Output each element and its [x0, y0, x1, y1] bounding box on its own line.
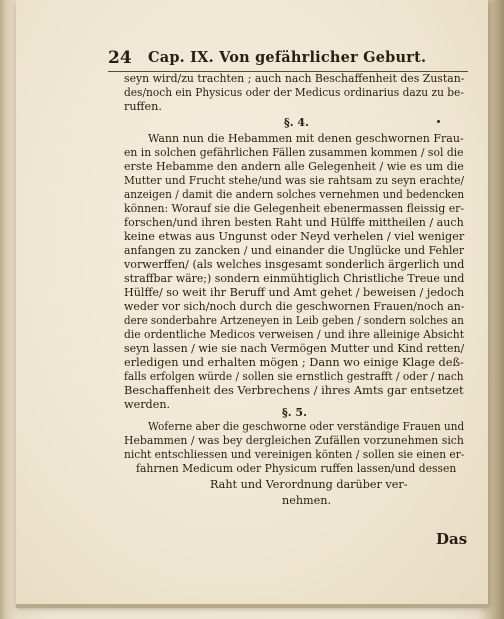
text-line: Wann nun die Hebammen mit denen geschwornen Frau- [148, 132, 464, 145]
text-line: dere sonderbahre Artzeneyen in Leib geben / sondern solches an [124, 314, 464, 327]
page-edge [16, 604, 488, 608]
text-line: seyn lassen / wie sie nach Vermögen Mutter und Kind retten/ [124, 342, 465, 355]
text-line: seyn wird/zu trachten ; auch nach Beschaffenheit des Zustan- [124, 72, 465, 85]
text-line: Woferne aber die geschworne oder verständige Frauen und [148, 420, 465, 433]
text-line: erste Hebamme den andern alle Gelegenheit / wie es um die [124, 160, 464, 173]
text-line: ruffen. [124, 100, 162, 113]
text-line: Mutter und Frucht stehe/und was sie rahtsam zu seyn erachte/ [124, 174, 465, 187]
text-line: forschen/und ihren besten Raht und Hülffe mittheilen / auch [124, 216, 464, 229]
text-line: keine etwas aus Ungunst oder Neyd verhelen / viel weniger [124, 230, 465, 243]
text-line: die ordentliche Medicos verweisen / und ihre alleinige Absicht [124, 328, 465, 341]
text-line: Raht und Verordnung darüber ver- [210, 478, 408, 491]
text-line: anzeigen / damit die andern solches vernehmen und bedencken [124, 188, 465, 201]
text-line: können: Worauf sie die Gelegenheit ebenermassen fleissig er- [124, 202, 465, 215]
text-line: des/noch ein Physicus oder der Medicus ordinarius dazu zu be- [124, 86, 464, 99]
text-line: Hülffe/ so weit ihr Beruff und Amt gehet / beweisen / jedoch [124, 286, 465, 299]
catchword: Das [436, 530, 468, 548]
text-line: vorwerffen/ (als welches insgesamt sonderlich ärgerlich und [124, 258, 465, 271]
text-line: nehmen. [282, 494, 332, 507]
text-line: Beschaffenheit des Verbrechens / ihres Amts gar entsetzet [124, 384, 464, 397]
page-header [108, 48, 468, 70]
text-line: straffbar wäre;) sondern einmühtiglich Christliche Treue und [124, 272, 465, 285]
running-head: Cap. IX. Von gefährlicher Geburt. [148, 49, 427, 66]
text-line: weder vor sich/noch durch die geschwornen Frauen/noch an- [124, 300, 465, 313]
text-line: en in solchen gefährlichen Fällen zusammen kommen / sol die [124, 146, 464, 159]
text-line: werden. [124, 398, 171, 411]
text-line: falls erfolgen würde / sollen sie ernstlich gestrafft / oder / nach [124, 370, 464, 383]
text-line: nicht entschliessen und vereinigen könten / sollen sie einen er- [124, 448, 465, 461]
section-heading: §. 5. [282, 406, 307, 419]
section-heading: §. 4. [284, 116, 309, 129]
text-line: Hebammen / was bey dergleichen Zufällen vorzunehmen sich [124, 434, 464, 447]
text-line: erledigen und erhalten mögen ; Dann wo einige Klage deß- [124, 356, 464, 369]
text-line: fahrnen Medicum oder Physicum ruffen lassen/und dessen [136, 462, 457, 475]
ink-dot [437, 120, 440, 123]
page-number: 24 [108, 48, 132, 68]
text-line: anfangen zu zancken / und einander die Unglücke und Fehler [124, 244, 465, 257]
